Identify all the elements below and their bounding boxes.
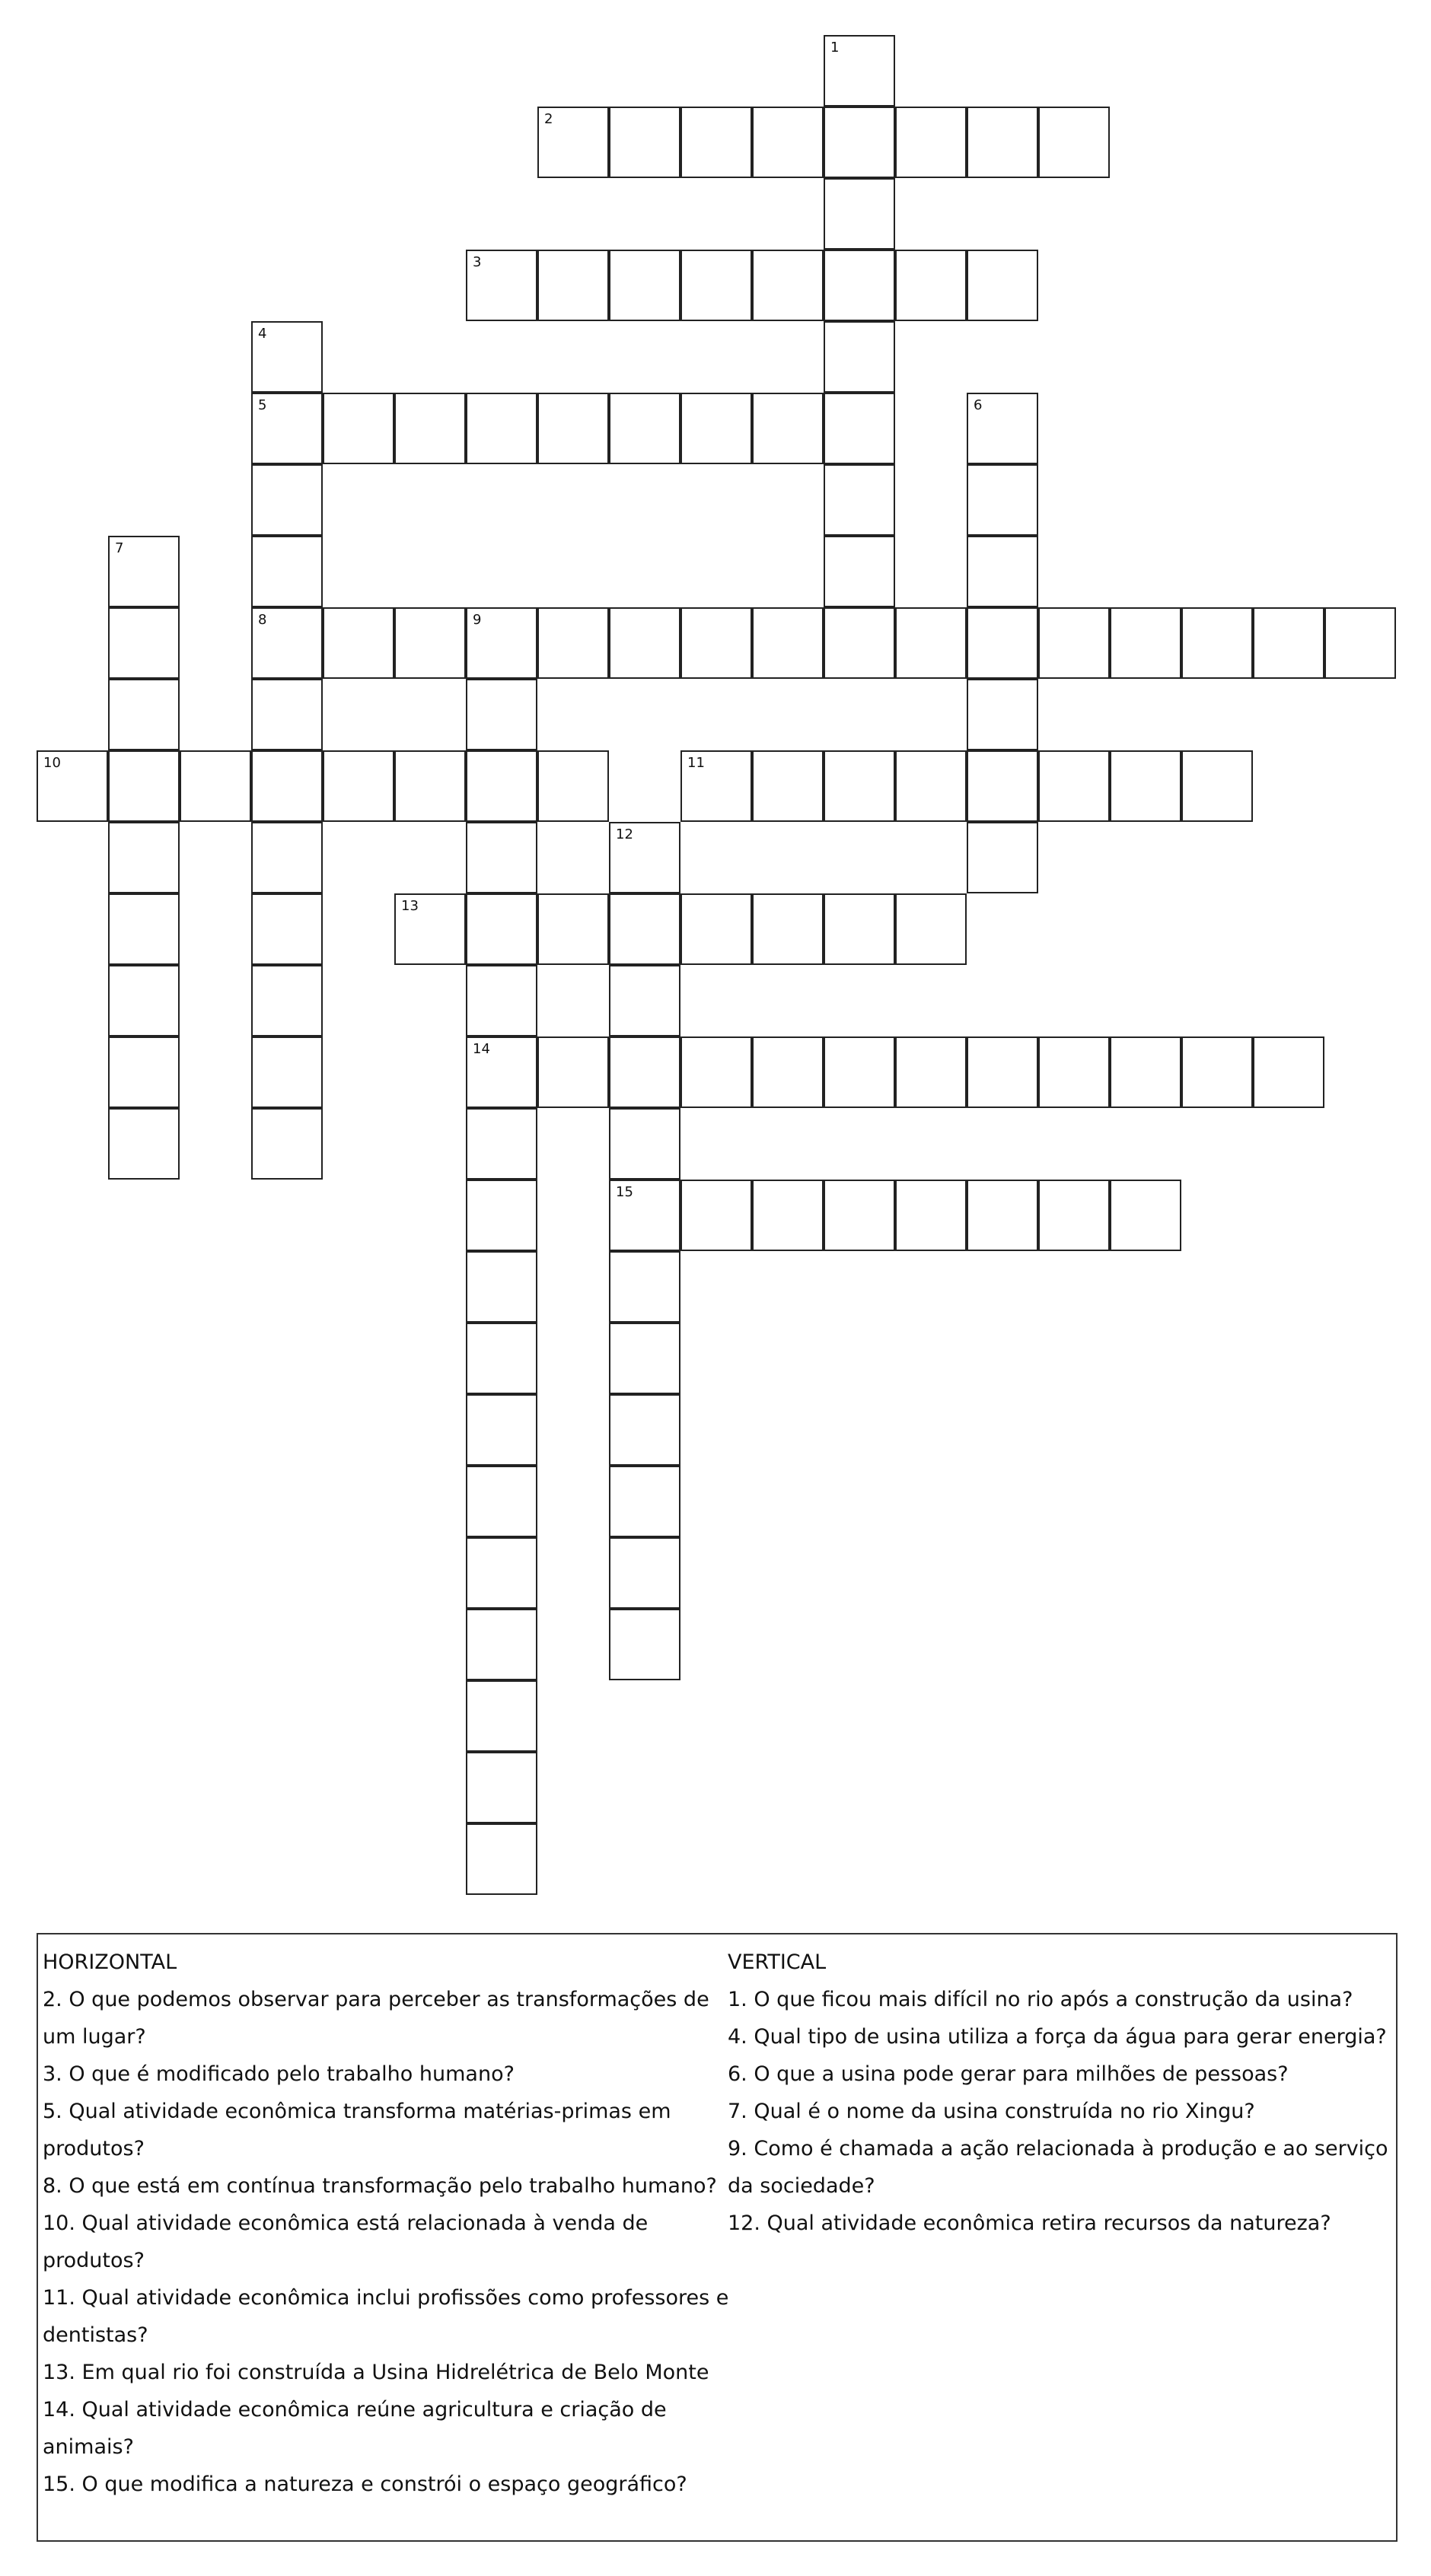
crossword-cell[interactable] (1110, 1036, 1181, 1108)
crossword-cell[interactable] (824, 250, 895, 321)
crossword-cell[interactable] (180, 750, 251, 822)
crossword-cell[interactable] (394, 607, 466, 679)
crossword-cell[interactable] (967, 250, 1038, 321)
crossword-cell[interactable] (466, 393, 537, 464)
vertical-heading: VERTICAL (728, 1950, 827, 1974)
crossword-cell[interactable] (1110, 750, 1181, 822)
clue-vertical: 1. O que ficou mais difícil no rio após a construção da usina? (728, 1988, 1353, 2011)
crossword-cell[interactable] (108, 1036, 180, 1108)
clue-number: 10 (43, 755, 61, 771)
crossword-cell[interactable] (323, 607, 394, 679)
crossword-cell[interactable] (251, 393, 323, 464)
crossword-cell[interactable] (1038, 1036, 1110, 1108)
clue-horizontal: 10. Qual atividade econômica está relacionada à venda de produtos? (43, 2211, 649, 2272)
crossword-cell[interactable] (609, 607, 680, 679)
crossword-cell[interactable] (895, 607, 967, 679)
crossword-cell[interactable] (824, 1180, 895, 1251)
crossword-cell[interactable] (466, 1251, 537, 1323)
crossword-cell[interactable] (824, 321, 895, 393)
crossword-cell[interactable] (680, 750, 752, 822)
crossword-cell[interactable] (824, 464, 895, 536)
crossword-cell[interactable] (1324, 607, 1396, 679)
crossword-cell[interactable] (609, 1394, 680, 1466)
crossword-cell[interactable] (537, 393, 609, 464)
crossword-cell[interactable] (752, 1180, 824, 1251)
crossword-cell[interactable] (895, 250, 967, 321)
crossword-cell[interactable] (466, 893, 537, 965)
crossword-cell[interactable] (251, 750, 323, 822)
crossword-cell[interactable] (609, 1180, 680, 1251)
crossword-cell[interactable] (466, 1823, 537, 1895)
crossword-cell[interactable] (466, 1394, 537, 1466)
crossword-cell[interactable] (466, 1537, 537, 1609)
clue-horizontal: 13. Em qual rio foi construída a Usina Hidrelétrica de Belo Monte (43, 2361, 709, 2384)
clue-number: 3 (473, 254, 482, 270)
crossword-cell[interactable] (108, 822, 180, 893)
crossword-cell[interactable] (895, 893, 967, 965)
crossword-cell[interactable] (1038, 607, 1110, 679)
crossword-cell[interactable] (609, 1036, 680, 1108)
crossword-cell[interactable] (824, 750, 895, 822)
crossword-cell[interactable] (967, 536, 1038, 607)
crossword-cell[interactable] (466, 1609, 537, 1680)
crossword-cell[interactable] (537, 1036, 609, 1108)
clue-vertical: 6. O que a usina pode gerar para milhões de pessoas? (728, 2062, 1289, 2086)
crossword-cell[interactable] (752, 393, 824, 464)
clue-number: 1 (830, 40, 840, 56)
horizontal-heading: HORIZONTAL (43, 1950, 177, 1974)
clue-number: 15 (616, 1184, 633, 1200)
crossword-cell[interactable] (609, 1466, 680, 1537)
crossword-cell[interactable] (1181, 1036, 1253, 1108)
crossword-cell[interactable] (1038, 107, 1110, 178)
crossword-cell[interactable] (895, 107, 967, 178)
clue-vertical: 4. Qual tipo de usina utiliza a força da água para gerar energia? (728, 2025, 1387, 2049)
crossword-cell[interactable] (895, 1180, 967, 1251)
crossword-cell[interactable] (466, 1323, 537, 1394)
crossword-cell[interactable] (609, 250, 680, 321)
crossword-cell[interactable] (466, 1680, 537, 1752)
crossword-cell[interactable] (680, 1180, 752, 1251)
clue-horizontal: 15. O que modifica a natureza e constrói o espaço geográfico? (43, 2473, 687, 2496)
crossword-cell[interactable] (251, 607, 323, 679)
horizontal-clues (43, 1944, 735, 2503)
clue-number: 6 (974, 397, 983, 413)
crossword-cell[interactable] (680, 250, 752, 321)
crossword-cell[interactable] (967, 1180, 1038, 1251)
crossword-cell[interactable] (537, 107, 609, 178)
crossword-cell[interactable] (466, 607, 537, 679)
clue-number: 7 (115, 540, 124, 556)
crossword-cell[interactable] (466, 250, 537, 321)
crossword-cell[interactable] (609, 1323, 680, 1394)
crossword-cell[interactable] (1110, 607, 1181, 679)
crossword-cell[interactable] (537, 250, 609, 321)
vertical-clues (728, 1944, 1390, 2242)
crossword-cell[interactable] (967, 679, 1038, 750)
crossword-cell[interactable] (680, 107, 752, 178)
crossword-cell[interactable] (394, 393, 466, 464)
crossword-cell[interactable] (967, 822, 1038, 893)
crossword-cell[interactable] (1253, 607, 1324, 679)
crossword-cell[interactable] (1110, 1180, 1181, 1251)
clue-number: 13 (401, 898, 419, 914)
clue-number: 9 (473, 612, 482, 628)
crossword-cell[interactable] (251, 822, 323, 893)
crossword-cell[interactable] (466, 1466, 537, 1537)
crossword-cell[interactable] (466, 1180, 537, 1251)
crossword-cell[interactable] (108, 607, 180, 679)
clue-number: 11 (687, 755, 705, 771)
crossword-cell[interactable] (967, 393, 1038, 464)
clue-horizontal: 11. Qual atividade econômica inclui profissões como professores e dentistas? (43, 2286, 729, 2347)
crossword-cell[interactable] (752, 893, 824, 965)
crossword-cell[interactable] (824, 1036, 895, 1108)
clue-vertical: 7. Qual é o nome da usina construída no rio Xingu? (728, 2100, 1255, 2123)
crossword-cell[interactable] (752, 1036, 824, 1108)
crossword-cell[interactable] (251, 1108, 323, 1180)
crossword-cell[interactable] (1038, 1180, 1110, 1251)
crossword-cell[interactable] (967, 607, 1038, 679)
crossword-cell[interactable] (609, 822, 680, 893)
crossword-cell[interactable] (37, 750, 108, 822)
crossword-cell[interactable] (824, 107, 895, 178)
crossword-cell[interactable] (824, 536, 895, 607)
crossword-cell[interactable] (824, 35, 895, 107)
clue-number: 5 (258, 397, 267, 413)
crossword-cell[interactable] (537, 607, 609, 679)
crossword-cell[interactable] (967, 107, 1038, 178)
crossword-cell[interactable] (609, 1108, 680, 1180)
crossword-cell[interactable] (609, 893, 680, 965)
crossword-cell[interactable] (251, 965, 323, 1036)
crossword-cell[interactable] (466, 1108, 537, 1180)
crossword-cell[interactable] (466, 1752, 537, 1823)
crossword-cell[interactable] (609, 107, 680, 178)
crossword-cell[interactable] (466, 965, 537, 1036)
crossword-cell[interactable] (967, 750, 1038, 822)
crossword-cell[interactable] (108, 965, 180, 1036)
crossword-cell[interactable] (895, 1036, 967, 1108)
crossword-cell[interactable] (752, 750, 824, 822)
crossword-cell[interactable] (967, 1036, 1038, 1108)
crossword-cell[interactable] (1181, 607, 1253, 679)
crossword-cell[interactable] (537, 750, 609, 822)
crossword-cell[interactable] (251, 1036, 323, 1108)
crossword-cell[interactable] (1253, 1036, 1324, 1108)
crossword-cell[interactable] (251, 321, 323, 393)
clue-number: 8 (258, 612, 267, 628)
clue-vertical: 12. Qual atividade econômica retira recursos da natureza? (728, 2211, 1331, 2235)
crossword-cell[interactable] (251, 893, 323, 965)
crossword-cell[interactable] (752, 607, 824, 679)
clue-horizontal: 2. O que podemos observar para perceber as transformações de um lugar? (43, 1988, 709, 2049)
crossword-cell[interactable] (394, 893, 466, 965)
crossword-cell[interactable] (680, 893, 752, 965)
crossword-cell[interactable] (466, 750, 537, 822)
crossword-cell[interactable] (537, 893, 609, 965)
crossword-cell[interactable] (609, 393, 680, 464)
clues-box (37, 1933, 1398, 2542)
crossword-cell[interactable] (680, 393, 752, 464)
clue-number: 2 (544, 111, 553, 127)
crossword-cell[interactable] (251, 464, 323, 536)
crossword-cell[interactable] (824, 607, 895, 679)
crossword-cell[interactable] (609, 1537, 680, 1609)
clue-horizontal: 5. Qual atividade econômica transforma matérias-primas em produtos? (43, 2100, 671, 2160)
crossword-cell[interactable] (108, 893, 180, 965)
crossword-cell[interactable] (466, 1036, 537, 1108)
clue-horizontal: 8. O que está em contínua transformação pelo trabalho humano? (43, 2174, 717, 2198)
clue-vertical: 9. Como é chamada a ação relacionada à produção e ao serviço da sociedade? (728, 2137, 1388, 2198)
clue-horizontal: 3. O que é modificado pelo trabalho humano? (43, 2062, 515, 2086)
crossword-cell[interactable] (680, 607, 752, 679)
crossword-cell[interactable] (680, 1036, 752, 1108)
crossword-cell[interactable] (609, 1251, 680, 1323)
crossword-cell[interactable] (609, 1609, 680, 1680)
crossword-cell[interactable] (1038, 750, 1110, 822)
crossword-cell[interactable] (323, 750, 394, 822)
crossword-cell[interactable] (108, 679, 180, 750)
crossword-cell[interactable] (466, 822, 537, 893)
crossword-cell[interactable] (752, 250, 824, 321)
crossword-cell[interactable] (967, 464, 1038, 536)
clue-number: 12 (616, 826, 633, 842)
crossword-cell[interactable] (609, 965, 680, 1036)
crossword-cell[interactable] (323, 393, 394, 464)
crossword-cell[interactable] (466, 679, 537, 750)
crossword-cell[interactable] (394, 750, 466, 822)
crossword-cell[interactable] (824, 893, 895, 965)
crossword-cell[interactable] (251, 536, 323, 607)
crossword-cell[interactable] (824, 178, 895, 250)
crossword-cell[interactable] (108, 536, 180, 607)
crossword-cell[interactable] (1181, 750, 1253, 822)
crossword-cell[interactable] (251, 679, 323, 750)
crossword-cell[interactable] (895, 750, 967, 822)
crossword-cell[interactable] (752, 107, 824, 178)
crossword-cell[interactable] (108, 1108, 180, 1180)
clue-number: 14 (473, 1041, 490, 1057)
clue-number: 4 (258, 326, 267, 342)
clue-horizontal: 14. Qual atividade econômica reúne agricultura e criação de animais? (43, 2398, 667, 2459)
crossword-cell[interactable] (824, 393, 895, 464)
crossword-cell[interactable] (108, 750, 180, 822)
